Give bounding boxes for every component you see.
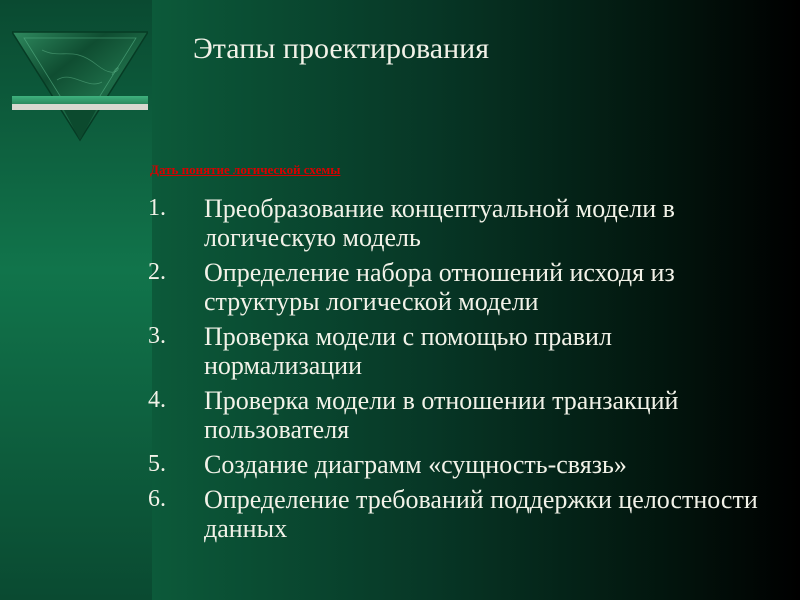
step-text: Определение требований поддержки целостности данных <box>204 485 758 543</box>
step-number: 2. <box>148 259 166 285</box>
step-number: 4. <box>148 387 166 413</box>
list-item <box>148 322 768 380</box>
list-item <box>148 194 768 252</box>
design-steps-list <box>148 194 768 549</box>
step-number: 6. <box>148 486 166 512</box>
step-number: 1. <box>148 195 166 221</box>
list-item <box>148 386 768 444</box>
list-item <box>148 485 768 543</box>
step-number: 3. <box>148 323 166 349</box>
step-number: 5. <box>148 451 166 477</box>
list-item <box>148 450 768 479</box>
list-item <box>148 258 768 316</box>
step-text: Преобразование концептуальной модели в логическую модель <box>204 194 675 252</box>
step-text: Определение набора отношений исходя из структуры логической модели <box>204 258 675 316</box>
slide-title: Этапы проектирования <box>193 32 489 65</box>
step-text: Проверка модели с помощью правил нормализации <box>204 322 612 380</box>
slide-subtitle-link[interactable]: Дать понятие логической схемы <box>150 162 341 177</box>
marble-triangle-logo <box>12 30 148 142</box>
step-text: Проверка модели в отношении транзакций пользователя <box>204 386 679 444</box>
step-text: Создание диаграмм «сущность-связь» <box>204 450 627 479</box>
